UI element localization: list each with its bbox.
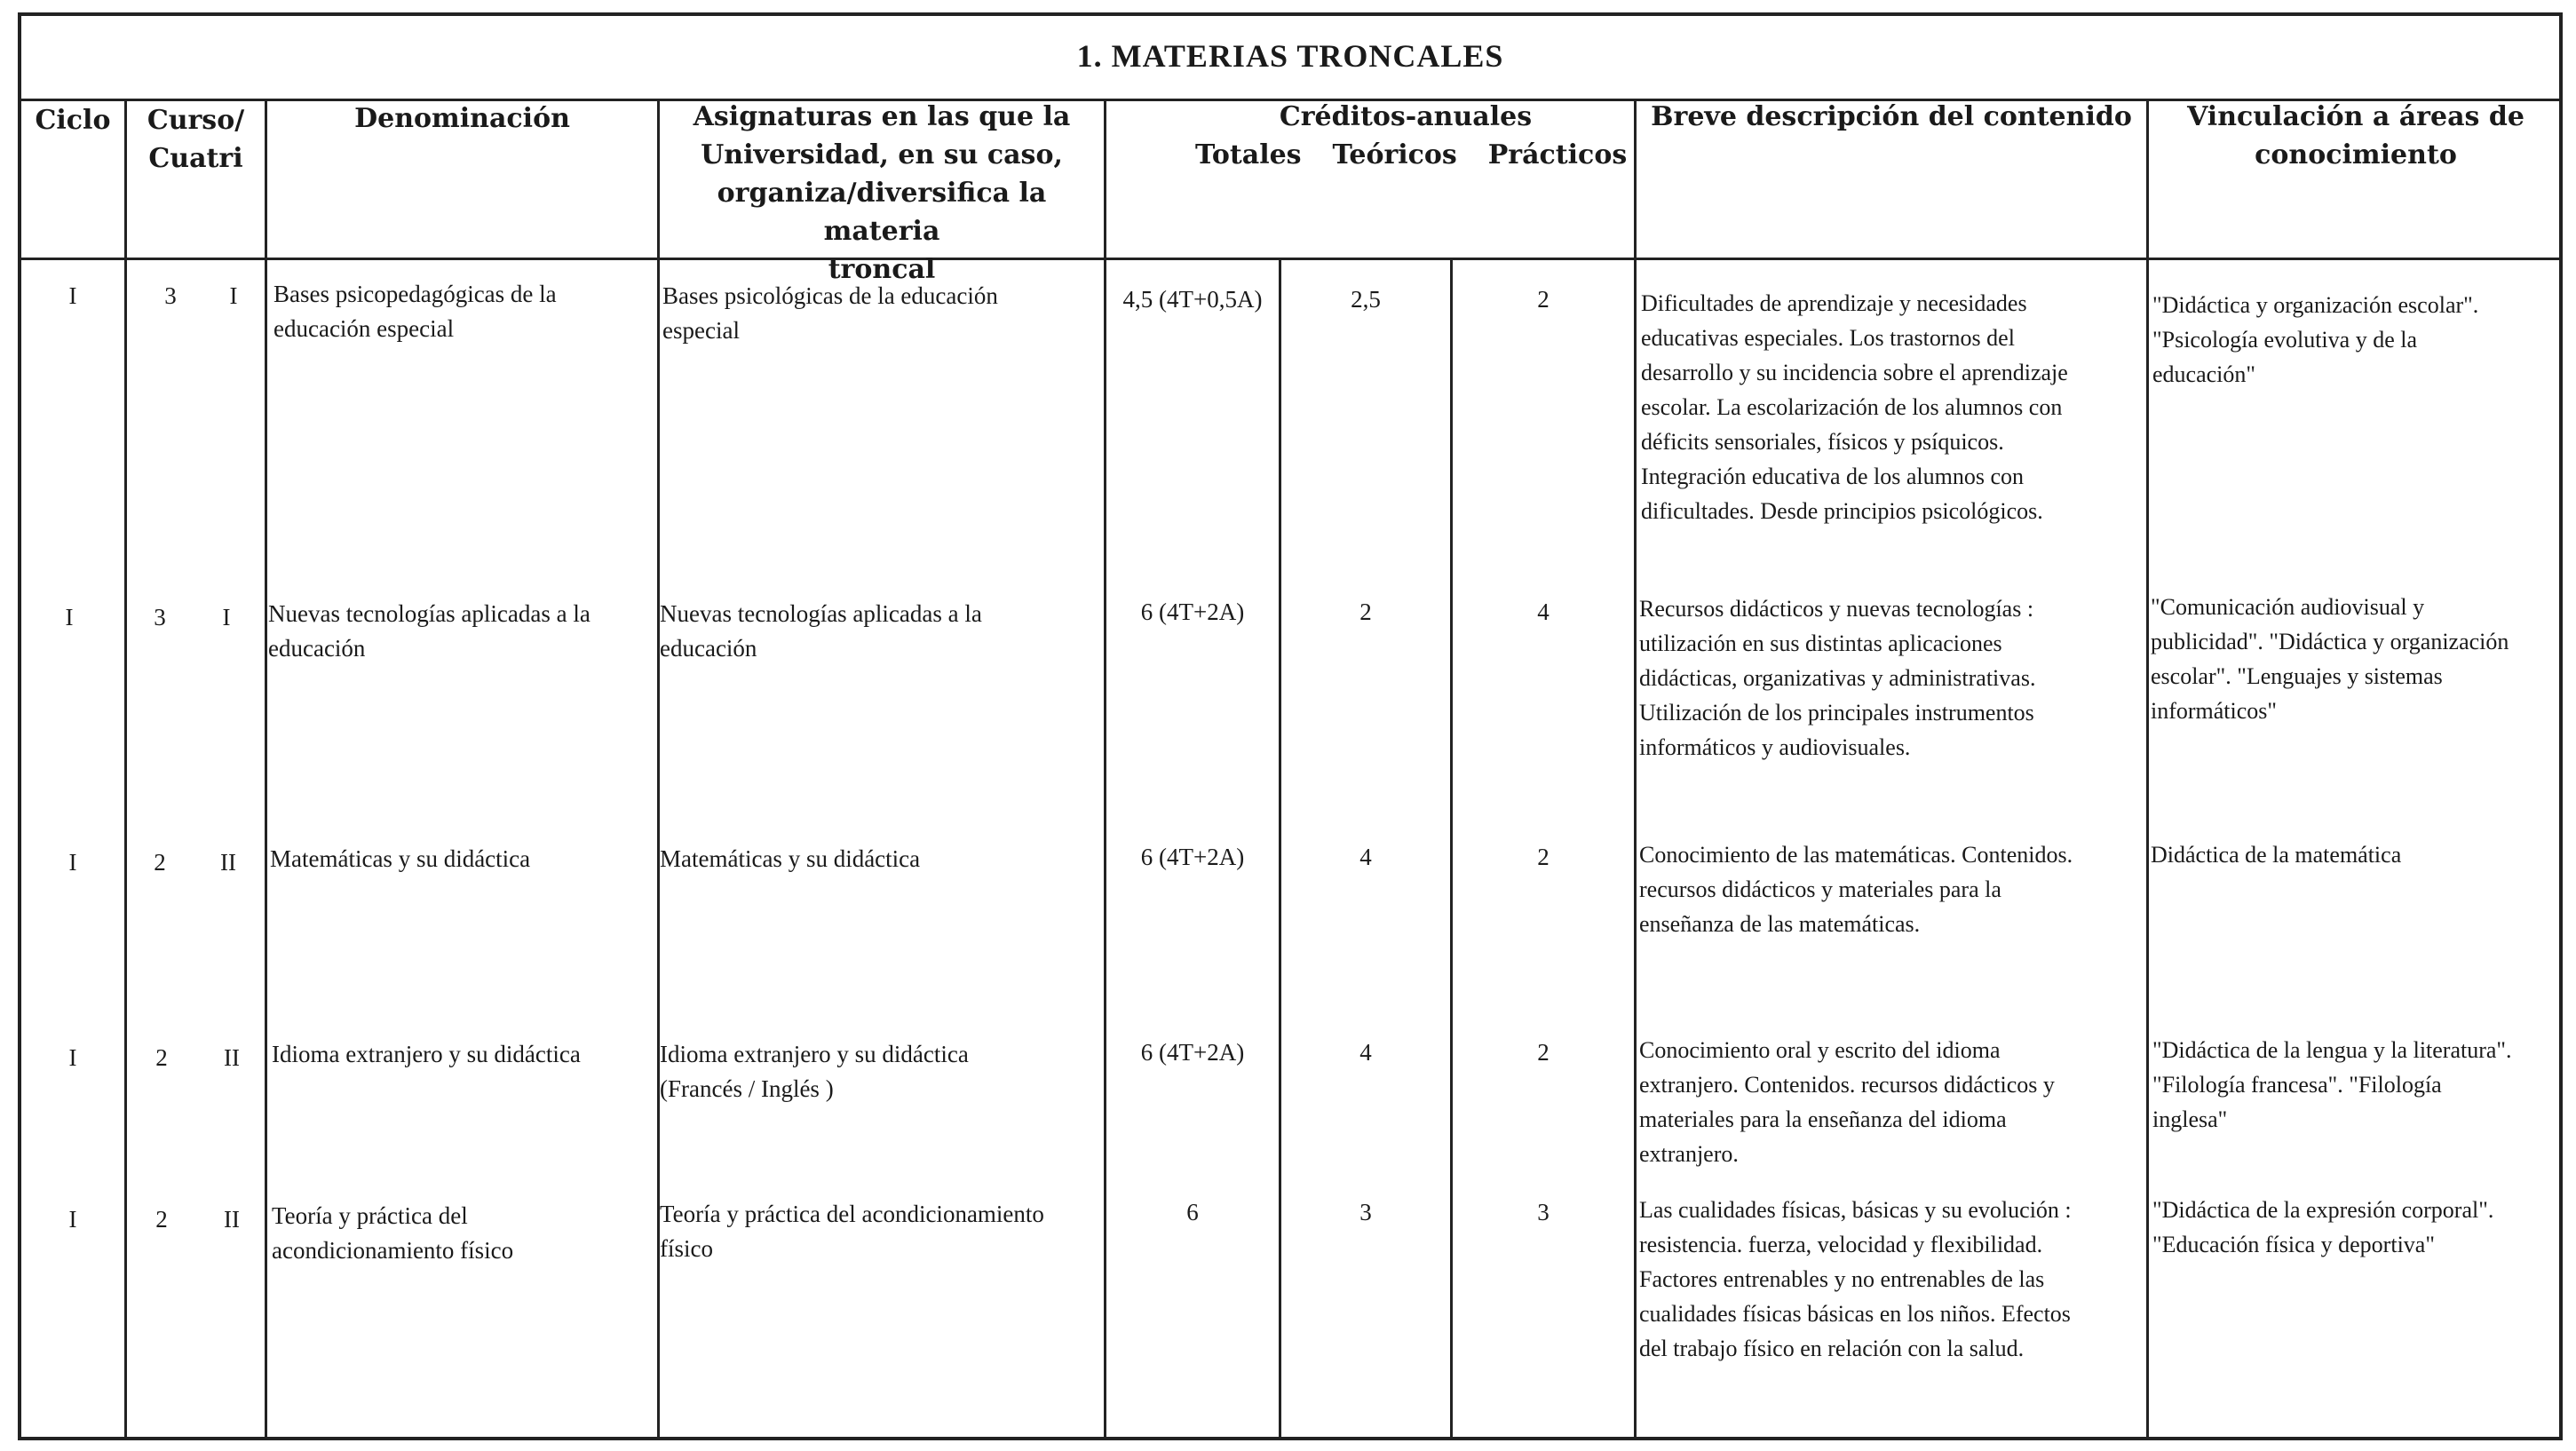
cell-teoricos: 2,5	[1351, 286, 1381, 313]
cell-curso: 3	[154, 604, 166, 630]
cell-vinculacion: "Didáctica de la expresión corporal". "Educación física y deportiva"	[2152, 1197, 2494, 1257]
header-curso-label: Curso/	[147, 105, 245, 136]
cell-curso: 2	[154, 849, 166, 876]
cell-totales: 6 (4T+2A)	[1140, 599, 1245, 625]
cell-teoricos: 2	[1359, 599, 1372, 625]
cell-asignatura: Matemáticas y su didáctica	[660, 845, 921, 872]
cell-descripcion: Conocimiento de las matemáticas. Contenidos. recursos didácticos y materiales para la enseñanza de las matemáticas.	[1639, 842, 2073, 937]
cell-practicos: 2	[1537, 844, 1550, 870]
cell-asignatura: Idioma extranjero y su didáctica (Francés / Inglés )	[660, 1041, 969, 1102]
cell-asignatura: Nuevas tecnologías aplicadas a la educación	[660, 600, 982, 662]
header-creditos-label: Créditos-anuales	[1279, 101, 1533, 132]
cell-vinculacion: Didáctica de la matemática	[2151, 842, 2402, 868]
cell-vinculacion: "Didáctica y organización escolar". "Psicología evolutiva y de la educación"	[2152, 292, 2479, 387]
header-asignaturas: Asignaturas en las que la Universidad, en su caso, organiza/diversifica la materia troncal	[693, 101, 1071, 285]
cell-cuatri: II	[224, 1044, 240, 1071]
table-title: 1. MATERIAS TRONCALES	[18, 12, 2563, 101]
cell-teoricos: 3	[1359, 1199, 1372, 1225]
cell-curso: 3	[164, 282, 177, 309]
header-descripcion: Breve descripción del contenido	[1651, 101, 2132, 132]
header-practicos: Prácticos	[1487, 139, 1628, 170]
cell-practicos: 2	[1537, 1039, 1550, 1066]
cell-vinculacion: "Comunicación audiovisual y publicidad". "Didáctica y organización escolar". "Lenguajes y sistemas informáticos"	[2151, 594, 2509, 724]
cell-denominacion: Matemáticas y su didáctica	[270, 845, 531, 872]
cell-practicos: 4	[1537, 599, 1550, 625]
cell-cuatri: II	[220, 849, 236, 876]
cell-curso: 2	[155, 1044, 168, 1071]
cell-practicos: 2	[1537, 286, 1550, 313]
cell-descripcion: Recursos didácticos y nuevas tecnologías : utilización en sus distintas aplicaciones didácticas, organizativas y administrativas. Utilización de los principales instrumentos informáticos y audiovisuales.	[1639, 596, 2036, 760]
cell-ciclo: I	[65, 604, 74, 630]
cell-ciclo: I	[68, 849, 77, 876]
cell-asignatura: Bases psicológicas de la educación especial	[662, 282, 998, 344]
col-divider	[124, 99, 127, 1440]
col-divider	[265, 99, 267, 1440]
cell-ciclo: I	[68, 1044, 77, 1071]
header-totales: Totales	[1195, 139, 1302, 170]
cell-cuatri: II	[224, 1206, 240, 1233]
cell-cuatri: I	[229, 282, 238, 309]
header-cuatri-label: Cuatri	[148, 143, 243, 174]
header-ciclo: Ciclo	[35, 105, 111, 136]
cell-descripcion: Conocimiento oral y escrito del idioma extranjero. Contenidos. recursos didácticos y materiales para la enseñanza del idioma extranjero.	[1639, 1037, 2055, 1167]
cell-totales: 4,5 (4T+0,5A)	[1122, 286, 1263, 313]
header-vinculacion: Vinculación a áreas de conocimiento	[2187, 101, 2524, 170]
header-teoricos: Teóricos	[1332, 139, 1457, 170]
cell-descripcion: Dificultades de aprendizaje y necesidades educativas especiales. Los trastornos del desarrollo y su incidencia sobre el aprendizaje escolar. La escolarización de los alumnos con déficits sensoriales, físicos y psíquicos. Integración educativa de los alumnos con dificultades. Desde principios psicológicos.	[1641, 290, 2068, 524]
cell-curso: 2	[155, 1206, 168, 1233]
header-creditos	[1106, 98, 1634, 174]
header-denominacion: Denominación	[354, 103, 570, 134]
cell-cuatri: I	[222, 604, 231, 630]
cell-practicos: 3	[1537, 1199, 1550, 1225]
col-divider	[2146, 99, 2149, 1440]
cell-ciclo: I	[68, 1206, 77, 1233]
header-curso	[127, 101, 265, 178]
cell-teoricos: 4	[1359, 844, 1372, 870]
cell-vinculacion: "Didáctica de la lengua y la literatura". "Filología francesa". "Filología inglesa"	[2152, 1037, 2512, 1132]
cell-denominacion: Teoría y práctica del acondicionamiento físico	[272, 1202, 514, 1264]
cell-ciclo: I	[68, 282, 77, 309]
cell-denominacion: Nuevas tecnologías aplicadas a la educación	[268, 600, 590, 662]
cell-descripcion: Las cualidades físicas, básicas y su evolución : resistencia. fuerza, velocidad y flexibilidad. Factores entrenables y no entrenables de las cualidades físicas básicas en los niños. Efectos del trabajo físico en relación con la salud.	[1639, 1197, 2072, 1361]
cell-totales: 6 (4T+2A)	[1140, 1039, 1245, 1066]
col-divider	[1634, 99, 1637, 1440]
cell-denominacion: Bases psicopedagógicas de la educación especial	[273, 281, 557, 342]
cell-asignatura: Teoría y práctica del acondicionamiento físico	[660, 1201, 1044, 1262]
cell-teoricos: 4	[1359, 1039, 1372, 1066]
cell-totales: 6 (4T+2A)	[1140, 844, 1245, 870]
header-divider	[18, 258, 2563, 260]
cell-totales: 6	[1186, 1199, 1199, 1225]
cell-denominacion: Idioma extranjero y su didáctica	[272, 1041, 581, 1067]
